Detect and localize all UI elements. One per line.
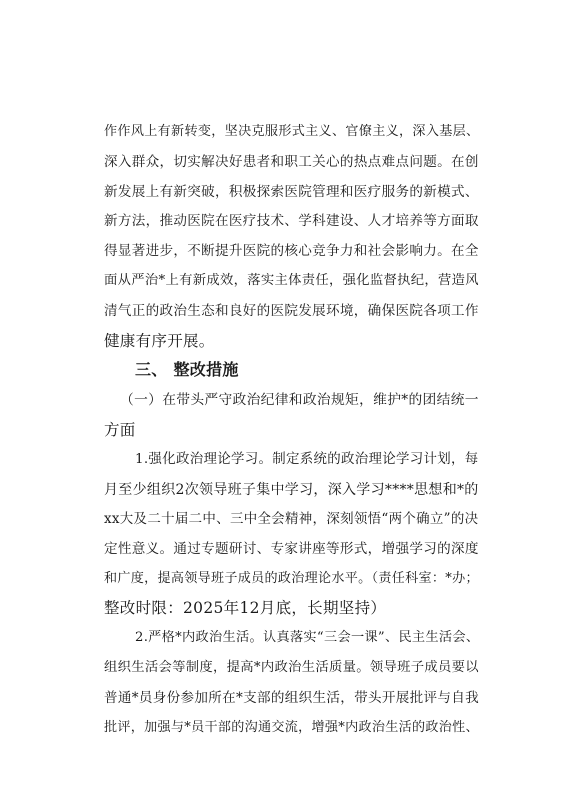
body-text-line: 1.强化政治理论学习。制定系统的政治理论学习计划，每 xyxy=(135,452,479,467)
body-text-line: xx大及二十届二中、三中全会精神，深刻领悟“两个确立”的决 xyxy=(104,511,479,527)
body-text-line: 月至少组织2次领导班子集中学习，深入学习****思想和*的 xyxy=(104,482,479,498)
body-text-line: 和广度，提高领导班子成员的政治理论水平。（责任科室：*办； xyxy=(104,571,479,586)
body-text-line: 得显著进步，不断提升医院的核心竞争力和社会影响力。在全 xyxy=(104,243,479,259)
section-heading: 三、 整改措施 xyxy=(135,360,239,379)
body-text-line: 组织生活会等制度，提高*内政治生活质量。领导班子成员要以 xyxy=(104,660,479,675)
body-text-line: 深入群众，切实解决好患者和职工关心的热点难点问题。在创 xyxy=(104,154,479,170)
body-text-line: 清气正的政治生态和良好的医院发展环境，确保医院各项工作 xyxy=(104,303,479,319)
body-text-line: 新发展上有新突破，积极探索医院管理和医疗服务的新模式、 xyxy=(104,184,479,200)
body-text-line: 定性意义。通过专题研讨、专家讲座等形式，增强学习的深度 xyxy=(104,541,479,557)
body-text-line: 新方法，推动医院在医疗技术、学科建设、人才培养等方面取 xyxy=(104,213,479,229)
body-text-line: 批评，加强与*员干部的沟通交流，增强*内政治生活的政治性、 xyxy=(104,720,479,735)
body-text-line: 普通*员身份参加所在*支部的组织生活，带头开展批评与自我 xyxy=(104,690,480,706)
body-text-line: 整改时限：2025年12月底，长期坚持） xyxy=(104,599,387,617)
subsection-heading-continued: 方面 xyxy=(104,421,136,439)
body-text-line: 2.严格*内政治生活。认真落实“三会一课”、民主生活会、 xyxy=(135,630,480,645)
body-text-line: 面从严治*上有新成效，落实主体责任，强化监督执纪，营造风 xyxy=(104,273,479,288)
subsection-heading: （一）在带头严守政治纪律和政治规矩，维护*的团结统一 xyxy=(120,392,479,408)
body-text-line: 作作风上有新转变，坚决克服形式主义、官僚主义，深入基层、 xyxy=(104,124,480,139)
body-text-line: 健康有序开展。 xyxy=(104,332,215,350)
